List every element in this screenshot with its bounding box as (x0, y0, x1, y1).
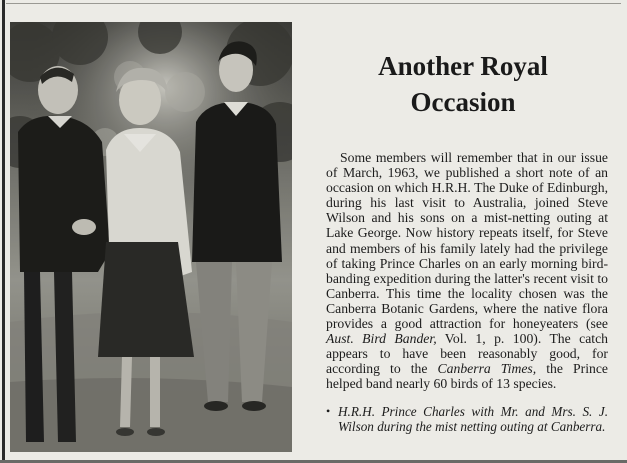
caption-text: H.R.H. Prince Charles with Mr. and Mrs. S. J. Wilson during the mist netting outing at Canberra. (338, 404, 608, 434)
headline-line-1: Another Royal (378, 51, 548, 81)
article-text-part-1: Some members will remember that in our issue of March, 1963, we published a short note of an occasion on which H.R.H. The Duke of Edinburgh, during his last visit to Australia, joined Steve Wilson and his sons on a mist-netting outing at Lake George. Now history repeats itself, for Steve and members of his family lately had the privilege of taking Prince Charles on an early morning bird-banding expedition during the latter's recent visit to Canberra. This time the locality chosen was the Canberra Botanic Gardens, where the native flora provides a good attraction for honeyeaters (see (326, 150, 608, 332)
photograph-illustration (10, 22, 292, 452)
article-headline (330, 48, 596, 120)
article-citation-journal: Aust. Bird Bander, (326, 331, 437, 347)
page-edge-shadow (2, 0, 5, 463)
article-body (326, 150, 608, 392)
photograph (10, 22, 292, 452)
headline-line-2: Occasion (410, 87, 516, 117)
article-text-part-2: Vol. 1, p. 100). The catch appears to have been reasonably good, for according to the (326, 331, 609, 377)
photo-caption (326, 404, 608, 434)
article-citation-newspaper: Canberra Times, (437, 361, 537, 377)
article-text-part-3: the Prince helped band nearly 60 birds of 13 species. (326, 361, 608, 392)
caption-bullet: • (326, 404, 331, 418)
top-rule (6, 3, 621, 4)
article-paragraph (326, 150, 608, 392)
